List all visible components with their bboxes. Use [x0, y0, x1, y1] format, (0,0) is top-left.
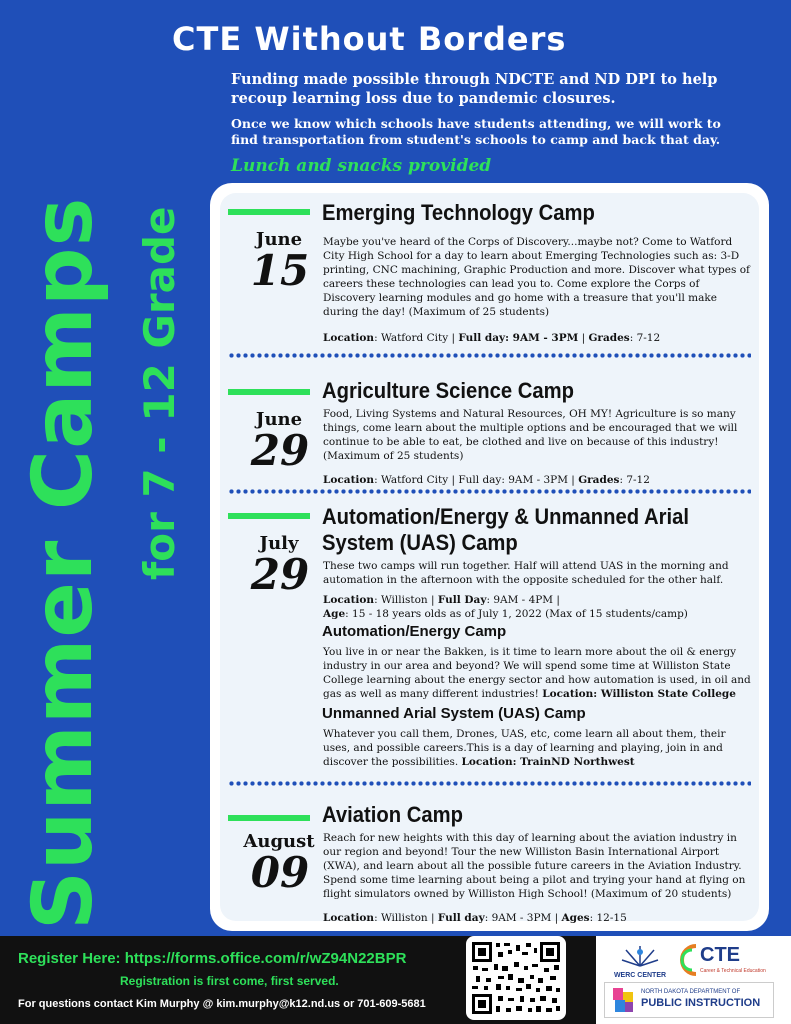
camp-month: June [255, 409, 303, 430]
cte-label: CTE [700, 944, 740, 966]
cte-swoosh-icon [670, 942, 700, 978]
side-subtitle: for 7 - 12 Grade [135, 206, 184, 580]
registration-note: Registration is first come, first served. [120, 974, 339, 988]
camp-day: 29 [250, 426, 310, 475]
camp-accent-bar [228, 389, 310, 395]
ages-label: Ages [561, 912, 590, 924]
camp-title: Emerging Technology Camp [322, 200, 595, 225]
age-value: : 15 - 18 years olds as of July 1, 2022 (Max of 15 students/camp) [345, 608, 688, 620]
camp-title-line1: Automation/Energy & Unmanned Arial [322, 504, 689, 529]
camps-card-inner [220, 193, 759, 924]
subcamp-title-automation: Automation/Energy Camp [322, 623, 507, 640]
camp-location [323, 593, 753, 621]
grades-label: Grades [578, 474, 620, 486]
subcamp-description-uas: Whatever you call them, Drones, UAS, etc, come learn all about them, their uses, and possible careers.This is a day of learning and playing, join in and discover the possibilities. Location: TrainND Northwest [323, 728, 726, 768]
camp-location [323, 473, 753, 487]
subcamp-title-uas: Unmanned Arial System (UAS) Camp [322, 705, 586, 722]
dotted-divider [228, 489, 751, 494]
fullday-value: : 9AM - 4PM | [486, 594, 560, 606]
ages-value: : 12-15 [589, 912, 627, 924]
location-label: Location [323, 912, 375, 924]
camp-description: These two camps will run together. Half will attend UAS in the morning and automation in the afternoon with the opposite scheduled for the other half. [323, 560, 729, 586]
side-title: Summer Camps [16, 196, 111, 930]
dpi-label-line1: NORTH DAKOTA DEPARTMENT OF [641, 989, 741, 995]
camp-accent-bar [228, 513, 310, 519]
sponsor-logos [596, 936, 791, 1024]
subcamp-location: Location: TrainND Northwest [461, 756, 635, 768]
location-label: Location [323, 474, 375, 486]
starburst-icon [620, 944, 660, 968]
location-value: : Watford City | Full day: 9AM - 3PM | [374, 474, 579, 486]
dotted-divider [228, 353, 751, 358]
register-link[interactable]: Register Here: https://forms.office.com/r/wZ94N22BPR [18, 950, 407, 967]
dpi-blocks-icon [611, 986, 637, 1016]
camp-description: Maybe you've heard of the Corps of Discovery...maybe not? Come to Watford City High School for a day to learn about Emerging Technologies such as: 3-D printing, CNC machining, Graphic Production and more. Discover what types of careers these technologies can lead you to. Come explore the Corps of Discovery learning modules and go home with a treasure that you'll make during the day! (Maximum of 25 students) [323, 236, 750, 318]
fullday-label: Full day [437, 912, 485, 924]
camp-location: Location: Watford City | Full day: 9AM - 3PM | Grades: 7-12 [323, 332, 661, 344]
camp-location [323, 911, 753, 925]
contact-info: For questions contact Kim Murphy @ kim.murphy@k12.nd.us or 701-609-5681 [18, 998, 426, 1010]
footer [0, 936, 791, 1024]
location-value: : Williston | [374, 594, 438, 606]
location-label: Location [323, 332, 375, 344]
cte-logo [670, 940, 780, 980]
fullday-value: : 9AM - 3PM | [484, 912, 562, 924]
age-label: Age [323, 608, 346, 620]
camp-day: 29 [250, 550, 310, 599]
camp-accent-bar [228, 815, 310, 821]
qr-code-icon [470, 940, 562, 1016]
dpi-logo [604, 982, 774, 1018]
subcamp-description-automation: You live in or near the Bakken, is it time to learn more about the oil & energy industry in our area and beyond? We will spend some time at Williston State College learning about the energy sector and how automation is used, in oil and gas as well as many different industries! Location: Williston State College [323, 646, 751, 700]
dpi-label-line2: PUBLIC INSTRUCTION [641, 997, 761, 1009]
camp-day: 09 [250, 848, 310, 897]
camp-description: Reach for new heights with this day of learning about the aviation industry in our region and beyond! Tour the new Williston Basin International Airport (XWA), and learn about all the possible future careers in the Aviation Industry. Spend some time learning about being a pilot and trying your hand at flying on flight simulators owned by Williston High School! (Maximum of 20 students) [323, 832, 746, 900]
qr-code[interactable] [466, 936, 566, 1020]
camp-title-line2: System (UAS) Camp [322, 530, 518, 555]
camp-title: Agriculture Science Camp [322, 378, 574, 403]
lunch-text: Lunch and snacks provided [231, 156, 492, 176]
camp-description: Food, Living Systems and Natural Resources, OH MY! Agriculture is so many things, come learn about the multiple options and be encouraged that we will continue to be able to eat, be clothed and live on because of this industry! (Maximum of 25 students) [323, 408, 738, 462]
fullday-label: Full day: 9AM - 3PM [458, 332, 579, 344]
cte-sub-label: Career & Technical Education [700, 968, 766, 974]
fullday-label: Full Day [437, 594, 487, 606]
transport-text: Once we know which schools have students attending, we will work to find transportation from student's schools to camp and back that day. [231, 116, 721, 147]
grades-label: Grades [588, 332, 630, 344]
location-label: Location [323, 594, 375, 606]
location-value: : Williston | [374, 912, 438, 924]
camp-month: July [259, 533, 299, 554]
funding-text: Funding made possible through NDCTE and ND DPI to help recoup learning loss due to pandemic closures. [231, 71, 718, 107]
camp-title: Aviation Camp [322, 802, 463, 827]
grades-value: : 7-12 [629, 332, 661, 344]
werc-label: WERC CENTER [613, 972, 667, 979]
camp-accent-bar [228, 209, 310, 215]
camp-month: August [243, 831, 315, 852]
subcamp-location: Location: Williston State College [542, 688, 736, 700]
page-title: CTE Without Borders [172, 20, 567, 58]
location-value: : Watford City | [374, 332, 459, 344]
camps-card [210, 183, 769, 931]
dotted-divider [228, 781, 751, 786]
grades-value: : 7-12 [619, 474, 650, 486]
camp-day: 15 [250, 246, 310, 295]
werc-logo [612, 944, 668, 979]
camp-month: June [255, 229, 303, 250]
